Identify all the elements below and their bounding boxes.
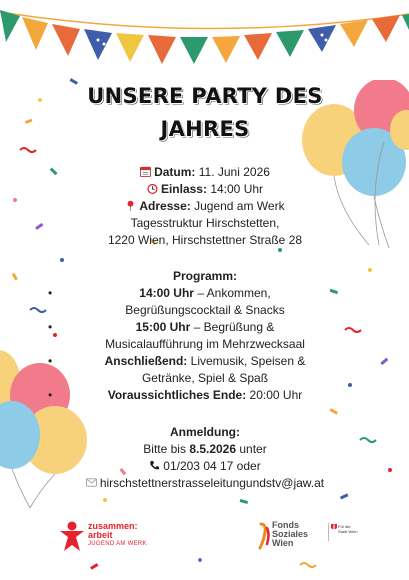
datum-label: Datum: <box>154 165 196 179</box>
program-text: 20:00 Uhr <box>246 388 303 402</box>
phone-number[interactable]: 01/203 04 17 oder <box>163 459 261 473</box>
program-text-line2: Musicalaufführung im Mehrzwecksaal <box>105 337 305 351</box>
deadline-date: 8.5.2026 <box>189 442 237 456</box>
logo-right-line-3: Wien <box>272 538 294 548</box>
phone-row <box>60 458 350 475</box>
address-line-2: Tagesstruktur Hirschstetten, <box>130 216 280 230</box>
title-line-2: JAHRES <box>160 117 250 141</box>
fonds-soziales-wien-logo <box>258 521 368 555</box>
program-heading: Programm: <box>172 269 237 283</box>
logo-right-line-1: Fonds <box>272 520 299 530</box>
logo-left-line-2: arbeit <box>88 530 113 540</box>
program-text: – Ankommen, <box>193 286 271 300</box>
envelope-icon <box>86 477 97 488</box>
date-row <box>60 164 350 181</box>
registration-section <box>60 424 350 492</box>
program-text: – Begrüßung & <box>190 320 275 334</box>
datum-value: 11. Juni 2026 <box>198 165 270 179</box>
logo-divider <box>328 523 329 541</box>
program-time: Voraussichtliches Ende: <box>107 388 247 402</box>
registration-deadline <box>60 441 350 458</box>
list-item <box>60 285 350 319</box>
einlass-value: 14:00 Uhr <box>210 182 264 196</box>
program-time: Anschließend: <box>104 354 188 368</box>
email-row <box>60 475 350 492</box>
einlass-label: Einlass: <box>160 182 207 196</box>
logo-right-small-line-2: Stadt Wien <box>338 529 358 534</box>
zusammen-arbeit-logo <box>58 521 168 555</box>
admission-row <box>60 181 350 198</box>
program-time: 15:00 Uhr <box>135 320 191 334</box>
address-line-3: 1220 Wien, Hirschstettner Straße 28 <box>107 233 303 247</box>
deadline-suffix: unter <box>236 442 267 456</box>
calendar-icon <box>140 166 151 177</box>
alarm-clock-icon <box>147 183 158 194</box>
adresse-value: Jugend am Werk <box>194 199 285 213</box>
logo-right-small-line-1: Für die <box>338 524 351 529</box>
fsw-mark-icon <box>258 522 270 552</box>
email-address[interactable]: hirschstettnerstrasseleitungundstv@jaw.at <box>99 476 325 490</box>
list-item <box>60 319 350 353</box>
map-pin-icon <box>125 200 136 211</box>
registration-heading: Anmeldung: <box>170 425 240 439</box>
vienna-crest-icon <box>331 524 337 531</box>
list-item <box>60 387 350 404</box>
page-title <box>50 80 360 146</box>
program-time: 14:00 Uhr <box>139 286 194 300</box>
logo-right-small-text <box>338 524 358 534</box>
title-line-1: UNSERE PARTY DES <box>87 84 323 108</box>
program-text-line2: Begrüßungscocktail & Snacks <box>125 303 285 317</box>
list-item <box>60 353 350 387</box>
person-figure-icon <box>58 521 86 553</box>
event-details <box>60 164 350 249</box>
logo-right-text <box>272 521 308 548</box>
program-list <box>60 285 350 404</box>
deadline-prefix: Bitte bis <box>143 442 190 456</box>
logo-right-line-2: Soziales <box>272 529 309 539</box>
logo-left-subtitle: JUGEND AM WERK <box>88 541 147 547</box>
logo-left-text <box>88 522 138 540</box>
program-section <box>60 268 350 404</box>
logo-left-line-1: zusammen: <box>88 521 138 531</box>
program-text: Livemusik, Speisen & <box>187 354 306 368</box>
adresse-label: Adresse: <box>139 199 191 213</box>
program-text-line2: Getränke, Spiel & Spaß <box>141 371 269 385</box>
phone-icon <box>149 460 160 471</box>
address-row <box>60 198 350 215</box>
